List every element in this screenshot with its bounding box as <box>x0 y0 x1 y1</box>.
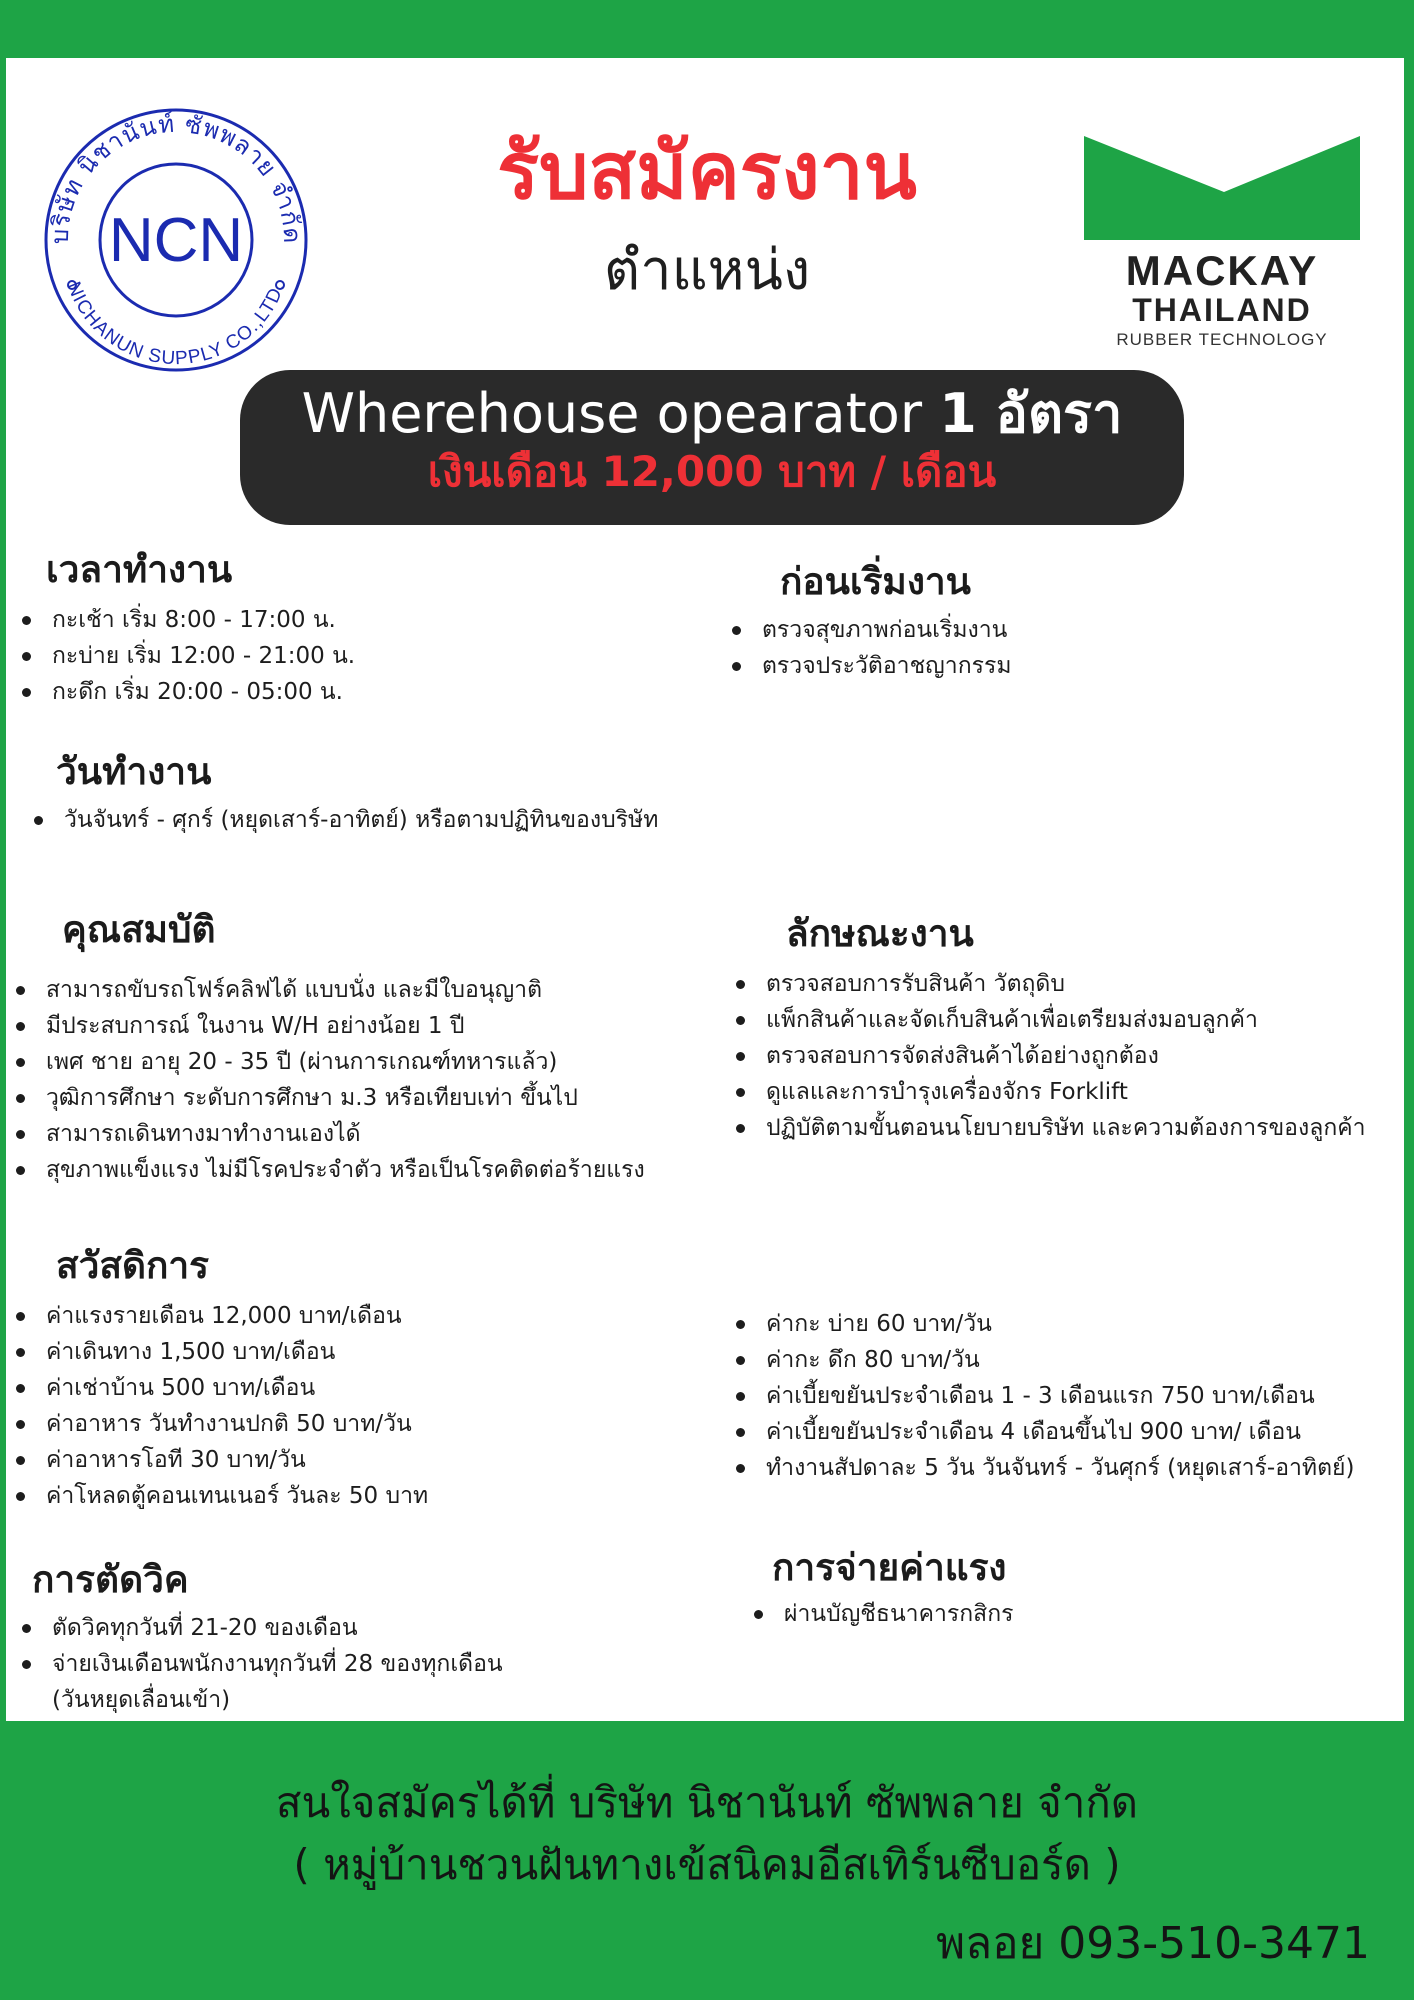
footer-contact-phone: พลอย 093-510-3471 <box>936 1918 1370 1969</box>
pay-cycle-list <box>16 1610 503 1682</box>
job-description-list <box>730 966 1366 1146</box>
list-item: ค่าเบี้ยขยันประจำเดือน 1 - 3 เดือนแรก 750 บาท/เดือน <box>730 1378 1354 1414</box>
list-item: ตรวจสอบการรับสินค้า วัตถุดิบ <box>730 966 1366 1002</box>
list-item: ค่าเดินทาง 1,500 บาท/เดือน <box>10 1334 428 1370</box>
section-title-benefits: สวัสดิการ <box>56 1244 210 1287</box>
seal-logo-text: NCN <box>108 205 244 275</box>
mackay-logo-line1: MACKAY <box>1125 247 1319 294</box>
list-item: ตรวจประวัติอาชญากรรม <box>726 648 1012 684</box>
seal-ring-text-bottom: NICHANUN SUPPLY CO.,LTD. <box>62 279 290 370</box>
list-item: มีประสบการณ์ ในงาน W/H อย่างน้อย 1 ปี <box>10 1008 645 1044</box>
section-title-work-hours: เวลาทำงาน <box>46 548 233 591</box>
position-line <box>240 382 1184 447</box>
list-item: แพ็กสินค้าและจัดเก็บสินค้าเพื่อเตรียมส่งมอบลูกค้า <box>730 1002 1366 1038</box>
list-item: กะบ่าย เริ่ม 12:00 - 21:00 น. <box>16 638 355 674</box>
list-item: วันจันทร์ - ศุกร์ (หยุดเสาร์-อาทิตย์) หรือตามปฏิทินของบริษัท <box>28 802 658 838</box>
list-item: ทำงานสัปดาละ 5 วัน วันจันทร์ - วันศุกร์ (หยุดเสาร์-อาทิตย์) <box>730 1450 1354 1486</box>
list-item: ปฏิบัติตามขั้นตอนนโยบายบริษัท และความต้องการของลูกค้า <box>730 1110 1366 1146</box>
position-title: Wherehouse opearator <box>301 382 923 445</box>
pay-cycle-note: (วันหยุดเลื่อนเข้า) <box>52 1687 231 1713</box>
footer-location-line: ( หมู่บ้านชวนฝันทางเข้สนิคมอีสเทิร์นซีบอร์ด ) <box>293 1840 1121 1889</box>
ncn-seal-logo <box>36 100 316 380</box>
list-item: ตรวจสุขภาพก่อนเริ่มงาน <box>726 612 1012 648</box>
work-hours-list <box>16 602 355 710</box>
footer-apply-line: สนใจสมัครได้ที่ บริษัท นิชานันท์ ซัพพลาย จำกัด <box>275 1778 1139 1827</box>
mackay-chevron-icon <box>1084 136 1364 244</box>
mackay-thailand-logo <box>1084 136 1364 349</box>
list-item: ค่าโหลดตู้คอนเทนเนอร์ วันละ 50 บาท <box>10 1478 428 1514</box>
subheadline: ตำแหน่ง <box>603 238 811 303</box>
headline: รับสมัครงาน <box>497 127 917 217</box>
list-item: กะเช้า เริ่ม 8:00 - 17:00 น. <box>16 602 355 638</box>
list-item: ค่าแรงรายเดือน 12,000 บาท/เดือน <box>10 1298 428 1334</box>
section-title-before-start: ก่อนเริ่มงาน <box>780 560 971 603</box>
list-item: ผ่านบัญชีธนาคารกสิกร <box>748 1596 1014 1632</box>
work-days-list <box>28 802 658 838</box>
section-title-pay-cycle: การตัดวิค <box>32 1558 189 1601</box>
salary-line: เงินเดือน 12,000 บาท / เดือน <box>427 446 997 496</box>
list-item: สุขภาพแข็งแรง ไม่มีโรคประจำตัว หรือเป็นโรคติดต่อร้ายแรง <box>10 1152 645 1188</box>
list-item: ค่ากะ ดึก 80 บาท/วัน <box>730 1342 1354 1378</box>
list-item: ตัดวิคทุกวันที่ 21-20 ของเดือน <box>16 1610 503 1646</box>
position-count: 1 อัตรา <box>939 382 1123 445</box>
qualifications-list <box>10 972 645 1188</box>
mackay-logo-line3: RUBBER TECHNOLOGY <box>1116 330 1328 349</box>
list-item: สามารถเดินทางมาทำงานเองได้ <box>10 1116 645 1152</box>
payment-list <box>748 1596 1014 1632</box>
list-item: ตรวจสอบการจัดส่งสินค้าได้อย่างถูกต้อง <box>730 1038 1366 1074</box>
list-item: ดูแลและการบำรุงเครื่องจักร Forklift <box>730 1074 1366 1110</box>
list-item: วุฒิการศึกษา ระดับการศึกษา ม.3 หรือเทียบเท่า ขึ้นไป <box>10 1080 645 1116</box>
section-title-payment: การจ่ายค่าแรง <box>772 1546 1007 1589</box>
list-item: ค่ากะ บ่าย 60 บาท/วัน <box>730 1306 1354 1342</box>
mackay-logo-line2: THAILAND <box>1132 292 1312 328</box>
list-item: เพศ ชาย อายุ 20 - 35 ปี (ผ่านการเกณฑ์ทหารแล้ว) <box>10 1044 645 1080</box>
section-title-job-description: ลักษณะงาน <box>786 912 974 955</box>
list-item: ค่าเช่าบ้าน 500 บาท/เดือน <box>10 1370 428 1406</box>
position-banner <box>240 370 1184 525</box>
list-item: ค่าอาหารโอที 30 บาท/วัน <box>10 1442 428 1478</box>
before-start-list <box>726 612 1012 684</box>
list-item: ค่าอาหาร วันทำงานปกติ 50 บาท/วัน <box>10 1406 428 1442</box>
list-item: จ่ายเงินเดือนพนักงานทุกวันที่ 28 ของทุกเดือน <box>16 1646 503 1682</box>
list-item: ค่าเบี้ยขยันประจำเดือน 4 เดือนขึ้นไป 900 บาท/ เดือน <box>730 1414 1354 1450</box>
list-item: สามารถขับรถโฟร์คลิฟได้ แบบนั่ง และมีใบอนุญาติ <box>10 972 645 1008</box>
benefits-list-right <box>730 1306 1354 1486</box>
seal-ring-text-top: บริษัท นิชานันท์ ซัพพลาย จำกัด <box>45 109 307 245</box>
section-title-qualifications: คุณสมบัติ <box>62 908 216 951</box>
section-title-work-days: วันทำงาน <box>56 750 212 793</box>
list-item: กะดึก เริ่ม 20:00 - 05:00 น. <box>16 674 355 710</box>
benefits-list-left <box>10 1298 428 1514</box>
